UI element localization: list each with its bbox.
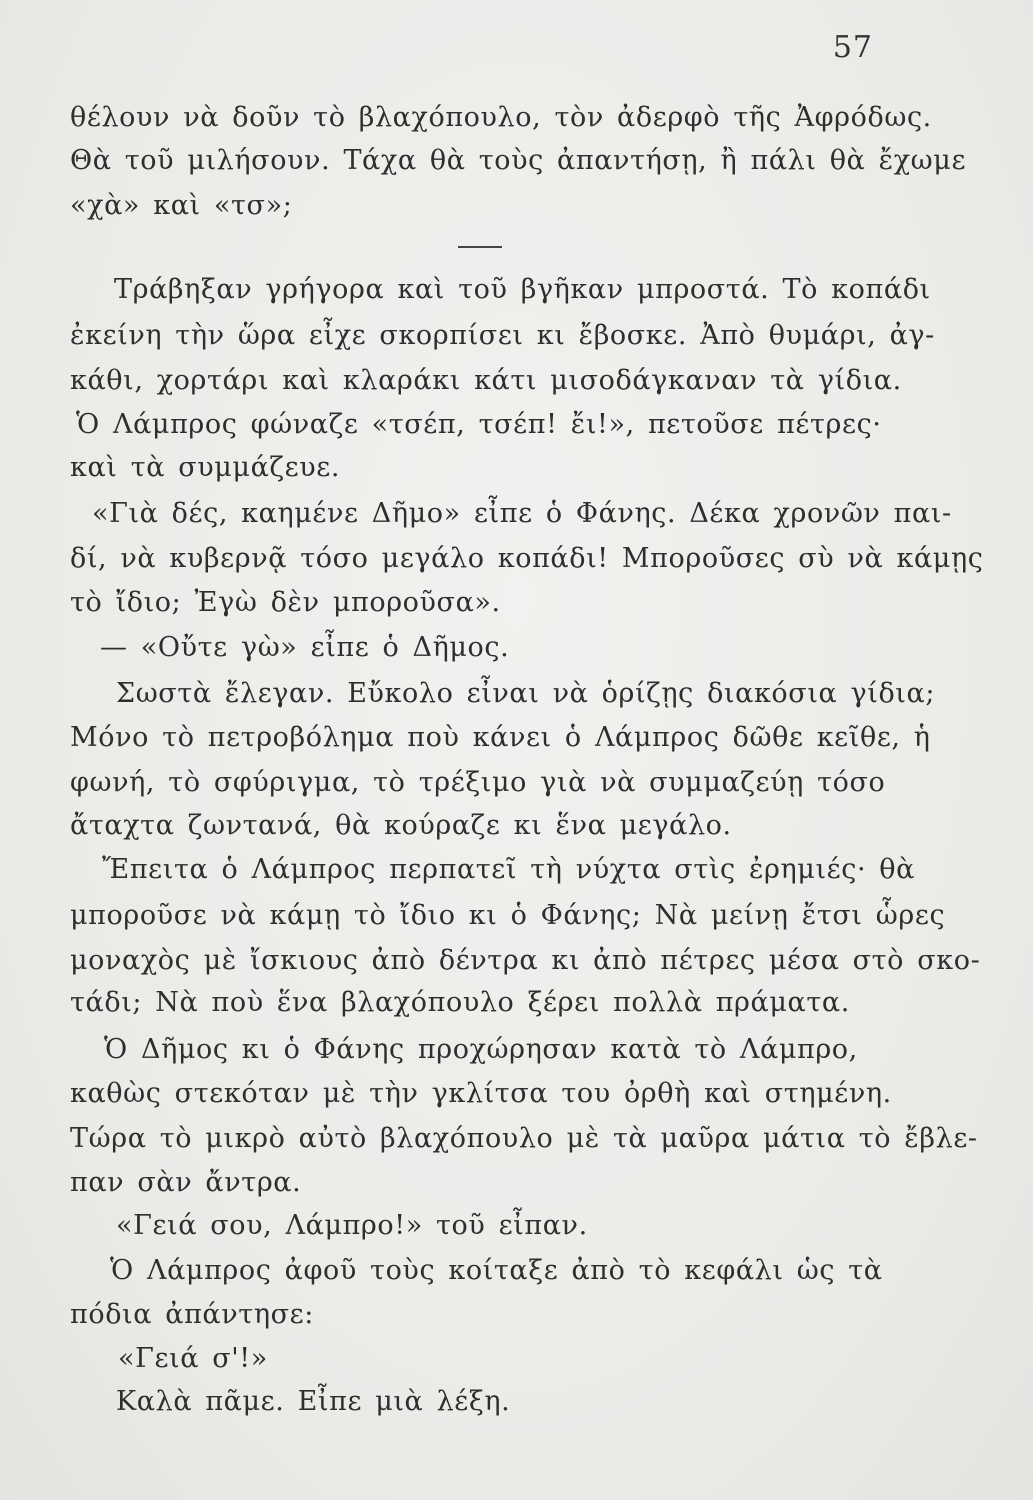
text-line: Σωστὰ ἔλεγαν. Εὔκολο εἶναι νὰ ὁρίζῃς διακόσια γίδια;	[116, 678, 936, 709]
text-line: Ὁ Δῆμος κι ὁ Φάνης προχώρησαν κατὰ τὸ Λάμπρο,	[104, 1034, 858, 1065]
text-line: μποροῦσε νὰ κάμῃ τὸ ἴδιο κι ὁ Φάνης; Νὰ μείνῃ ἔτσι ὧρες	[70, 900, 946, 931]
section-divider	[458, 246, 502, 248]
text-line: Τώρα τὸ μικρὸ αὐτὸ βλαχόπουλο μὲ τὰ μαῦρα μάτια τὸ ἔβλε-	[70, 1123, 978, 1154]
text-line: Μόνο τὸ πετροβόλημα ποὺ κάνει ὁ Λάμπρος δῶθε κεῖθε, ἡ	[70, 722, 931, 753]
text-line: πόδια ἀπάντησε:	[70, 1299, 314, 1330]
text-line: καθὼς στεκόταν μὲ τὴν γκλίτσα του ὀρθὴ καὶ στημένη.	[70, 1078, 892, 1109]
text-line: — «Οὔτε γὼ» εἶπε ὁ Δῆμος.	[100, 632, 510, 663]
text-line: Καλὰ πᾶμε. Εἶπε μιὰ λέξη.	[116, 1386, 511, 1417]
text-line: καὶ τὰ συμμάζευε.	[70, 452, 341, 483]
text-line: τάδι; Νὰ ποὺ ἕνα βλαχόπουλο ξέρει πολλὰ πράματα.	[70, 987, 850, 1018]
text-line: «Γιὰ δές, καημένε Δῆμο» εἶπε ὁ Φάνης. Δέκα χρονῶν παι-	[92, 498, 952, 529]
text-line: δί, νὰ κυβερνᾷ τόσο μεγάλο κοπάδι! Μποροῦσες σὺ νὰ κάμῃς	[70, 543, 984, 574]
text-line: κάθι, χορτάρι καὶ κλαράκι κάτι μισοδάγκαναν τὰ γίδια.	[70, 365, 902, 396]
text-line: «χὰ» καὶ «τσ»;	[70, 190, 293, 221]
text-line: τὸ ἴδιο; Ἐγὼ δὲν μποροῦσα».	[70, 587, 501, 618]
text-line: παν σὰν ἄντρα.	[70, 1167, 302, 1198]
text-line: Ὁ Λάμπρος ἀφοῦ τοὺς κοίταξε ἀπὸ τὸ κεφάλι ὡς τὰ	[110, 1255, 883, 1286]
text-line: Τράβηξαν γρήγορα καὶ τοῦ βγῆκαν μπροστά. Τὸ κοπάδι	[114, 274, 931, 305]
text-line: ἄταχτα ζωντανά, θὰ κούραζε κι ἕνα μεγάλο.	[70, 810, 732, 841]
text-line: μοναχὸς μὲ ἴσκιους ἀπὸ δέντρα κι ἀπὸ πέτρες μέσα στὸ σκο-	[70, 945, 981, 976]
text-line: Ὁ Λάμπρος φώναζε «τσέπ, τσέπ! ἔι!», πετοῦσε πέτρες·	[76, 409, 882, 440]
text-line: ἐκείνη τὴν ὥρα εἶχε σκορπίσει κι ἔβοσκε. Ἀπὸ θυμάρι, ἀγ-	[70, 320, 935, 351]
text-line: φωνή, τὸ σφύριγμα, τὸ τρέξιμο γιὰ νὰ συμμαζεύῃ τόσο	[70, 767, 886, 798]
text-line: Θὰ τοῦ μιλήσουν. Τάχα θὰ τοὺς ἀπαντήσῃ, ἢ πάλι θὰ ἔχωμε	[70, 145, 967, 176]
text-line: θέλουν νὰ δοῦν τὸ βλαχόπουλο, τὸν ἀδερφὸ τῆς Ἀφρόδως.	[70, 102, 932, 133]
text-line: «Γειά σ'!»	[118, 1343, 268, 1374]
text-line: «Γειά σου, Λάμπρο!» τοῦ εἶπαν.	[116, 1210, 588, 1241]
text-line: Ἔπειτα ὁ Λάμπρος περπατεῖ τὴ νύχτα στὶς ἐρημιές· θὰ	[102, 854, 915, 885]
page-number: 57	[832, 30, 873, 65]
